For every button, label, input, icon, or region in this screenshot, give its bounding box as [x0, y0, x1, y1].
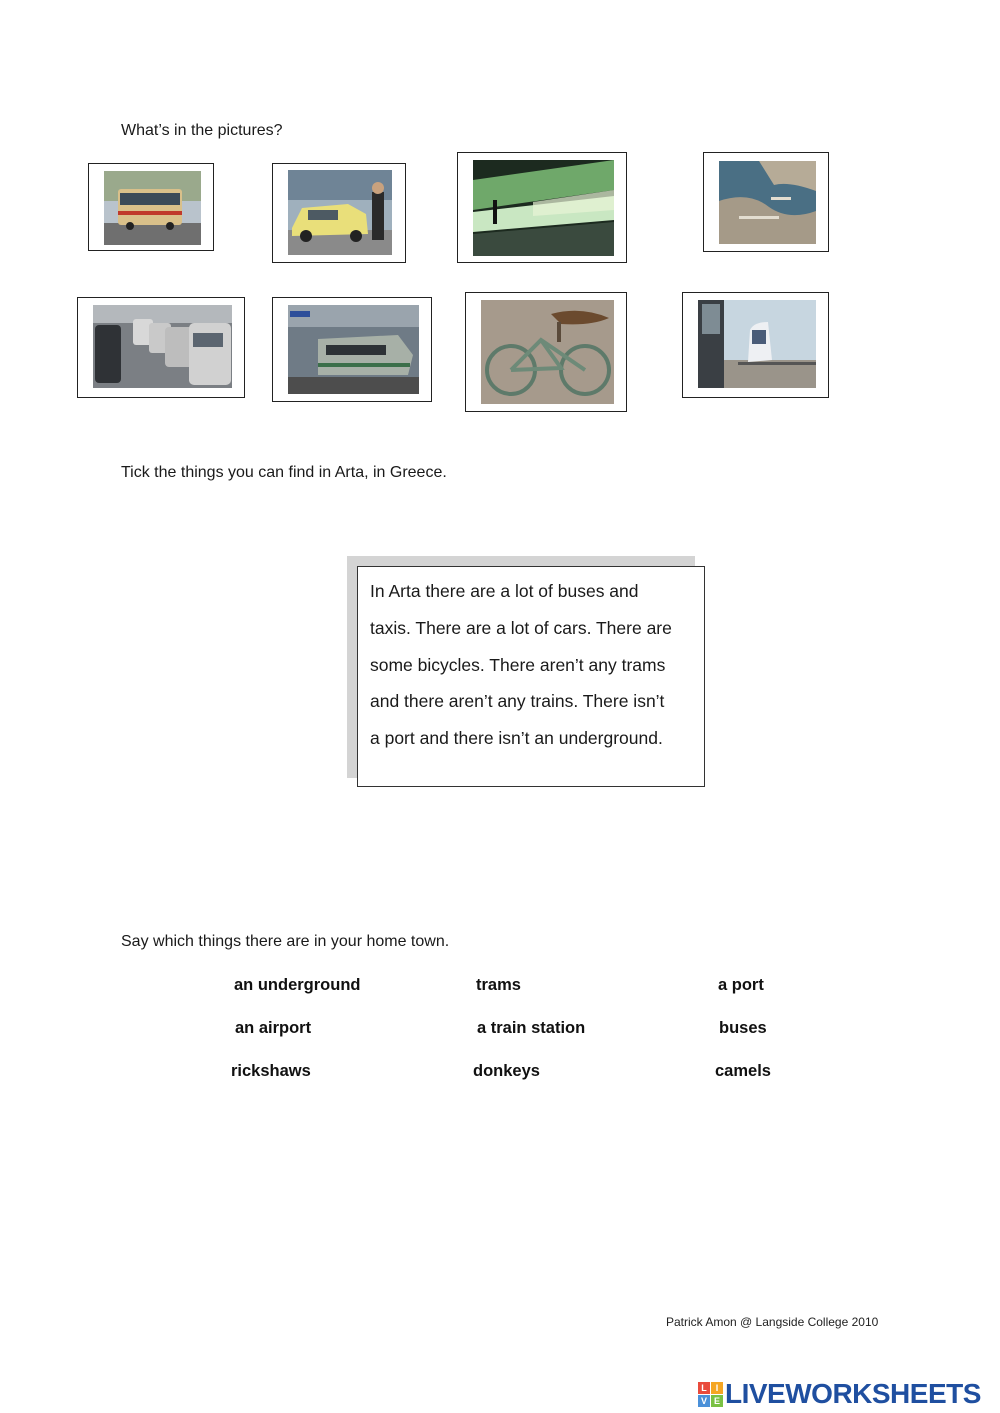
word-a-train-station: a train station: [477, 1019, 586, 1037]
reading-line: In Arta there are a lot of buses and: [370, 581, 639, 601]
logo-letter: E: [711, 1395, 723, 1407]
word-rickshaws: rickshaws: [231, 1062, 311, 1080]
word-donkeys: donkeys: [473, 1062, 540, 1080]
picture-underground: [457, 152, 627, 263]
logo-letter: I: [711, 1382, 723, 1394]
picture-tram: [682, 292, 829, 398]
bicycle-photo: [481, 300, 614, 404]
train-photo: [288, 305, 419, 394]
picture-port: [703, 152, 829, 252]
hometown-prompt: Say which things there are in your home town.: [121, 933, 450, 950]
reading-line: a port and there isn’t an underground.: [370, 728, 663, 749]
underground-photo: [473, 160, 614, 256]
reading-text-box: [357, 566, 705, 787]
reading-line: taxis. There are a lot of cars. There are: [370, 617, 672, 638]
credit-text: Patrick Amon @ Langside College 2010: [666, 1315, 879, 1329]
picture-train: [272, 297, 432, 402]
taxi-photo: [288, 170, 392, 255]
bus-photo: [104, 171, 201, 245]
brand-name: LIVEWORKSHEETS: [725, 1378, 981, 1409]
word-an-underground: an underground: [234, 976, 361, 994]
logo-letter: V: [698, 1395, 710, 1407]
picture-cars: [77, 297, 245, 398]
liveworksheets-logo-icon: [698, 1382, 723, 1407]
liveworksheets-brand[interactable]: [698, 1378, 981, 1410]
word-camels: camels: [715, 1062, 771, 1080]
word-an-airport: an airport: [235, 1019, 312, 1037]
tram-photo: [698, 300, 816, 388]
tick-prompt: Tick the things you can find in Arta, in Greece.: [121, 464, 447, 481]
picture-taxi: [272, 163, 406, 263]
pictures-prompt: What’s in the pictures?: [121, 122, 283, 139]
logo-letter: L: [698, 1382, 710, 1394]
word-buses: buses: [719, 1019, 767, 1037]
picture-bus: [88, 163, 214, 251]
word-trams: trams: [476, 976, 521, 994]
port-photo: [719, 161, 816, 244]
picture-bicycle: [465, 292, 627, 412]
word-a-port: a port: [718, 976, 764, 994]
cars-photo: [93, 305, 232, 388]
reading-line: some bicycles. There aren’t any trams: [370, 654, 666, 675]
reading-line: and there aren’t any trains. There isn’t: [370, 691, 665, 712]
